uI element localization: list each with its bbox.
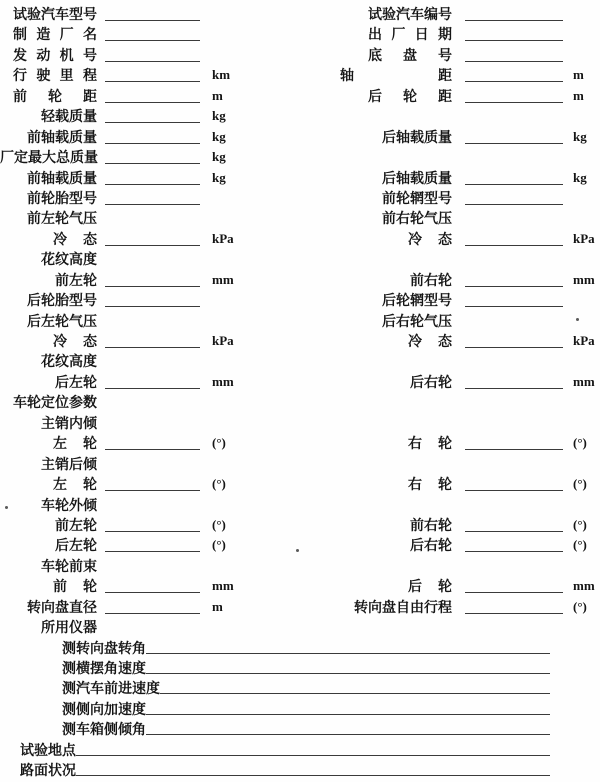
blank-fill-line — [105, 290, 200, 307]
form-row — [0, 331, 600, 351]
blank-fill-line — [465, 576, 563, 593]
blank-fill-line — [105, 576, 200, 593]
form-row — [0, 106, 600, 126]
blank-fill-line — [105, 188, 200, 205]
blank-fill-line — [465, 372, 563, 389]
unit-label: kg — [212, 169, 226, 185]
form-row-left-half — [0, 4, 300, 24]
blank-fill-line — [105, 270, 200, 287]
field-label: 后右轮 — [410, 537, 452, 554]
form-row-right-half — [300, 474, 600, 494]
field-label-text: 右轮 — [408, 435, 452, 452]
unit-label: kg — [573, 128, 587, 144]
blank-fill-line — [465, 270, 563, 287]
form-row-right-half — [300, 331, 600, 351]
field-label-text: 后轮 — [408, 578, 452, 595]
field-label-text: 轴距 — [340, 67, 452, 84]
blank-fill-line — [105, 127, 200, 144]
form-row-right-half — [300, 372, 600, 392]
field-label-text: 后轮距 — [368, 87, 452, 104]
blank-fill-line — [105, 147, 200, 164]
blank-fill-line — [105, 168, 200, 185]
form-row-left-half — [0, 576, 300, 596]
form-row-left-half — [0, 351, 300, 371]
blank-fill-line — [465, 433, 563, 450]
form-row — [0, 638, 600, 658]
field-label: 转向盘自由行程 — [354, 598, 452, 615]
field-label — [300, 576, 455, 596]
unit-label: kg — [212, 128, 226, 144]
form-row-left-half — [0, 433, 300, 453]
form-row-right-half — [300, 86, 600, 106]
form-row-right-half — [300, 515, 600, 535]
blank-fill-line — [105, 331, 200, 348]
form-row-left-half — [0, 127, 300, 147]
form-row — [0, 392, 600, 412]
form-row-left-half — [0, 249, 300, 269]
field-label: 前左轮 — [55, 271, 97, 288]
scan-artifact-dot — [296, 549, 299, 552]
field-label — [300, 331, 455, 351]
form-row-left-half — [0, 535, 300, 555]
field-label — [0, 576, 100, 596]
field-label — [300, 45, 455, 65]
blank-fill-line — [105, 597, 200, 614]
unit-label: kPa — [573, 333, 595, 348]
section-label: 前左轮气压 — [27, 210, 97, 227]
unit-label: (°) — [573, 516, 587, 532]
form-row — [0, 658, 600, 678]
blank-fill-line — [465, 331, 563, 348]
form-row-right-half — [300, 229, 600, 249]
form-row — [0, 454, 600, 474]
field-label-text: 左轮 — [53, 435, 97, 452]
form-row-left-half — [0, 495, 300, 515]
unit-label: mm — [573, 271, 595, 287]
field-label — [300, 65, 455, 85]
blank-fill-line — [465, 65, 563, 82]
form-row-right-half — [300, 617, 600, 637]
unit-label: kPa — [212, 230, 234, 246]
form-row-left-half — [0, 188, 300, 208]
form-row-right-half — [300, 65, 600, 85]
field-label: 前左轮 — [55, 516, 97, 533]
section-label: 后右轮气压 — [382, 312, 452, 329]
field-label — [0, 433, 100, 453]
form-row — [0, 678, 600, 698]
form-row — [0, 311, 600, 331]
form-row-right-half — [300, 127, 600, 147]
form-row — [0, 719, 600, 739]
blank-fill-line — [465, 45, 563, 62]
blank-fill-line — [465, 515, 563, 532]
form-row-left-half — [0, 454, 300, 474]
form-body — [0, 4, 600, 781]
unit-label: mm — [573, 578, 595, 594]
field-label: 后轴载质量 — [382, 128, 452, 145]
form-row — [0, 290, 600, 310]
blank-fill-line — [76, 760, 550, 776]
blank-fill-line — [105, 45, 200, 62]
section-label: 主销后倾 — [41, 455, 97, 472]
section-label: 所用仪器 — [41, 619, 97, 636]
field-label: 前轮胎型号 — [27, 189, 97, 206]
blank-fill-line — [146, 638, 550, 654]
field-label-text: 冷态 — [53, 333, 97, 349]
form-row-right-half — [300, 392, 600, 412]
blank-fill-line — [465, 168, 563, 185]
blank-fill-line — [105, 24, 200, 41]
field-label-text: 前轮 — [53, 578, 97, 595]
form-row-right-half — [300, 4, 600, 24]
form-row-right-half — [300, 495, 600, 515]
unit-label: mm — [212, 373, 234, 389]
blank-fill-line — [465, 86, 563, 103]
blank-fill-line — [465, 290, 563, 307]
unit-label: m — [212, 87, 223, 103]
blank-fill-line — [465, 474, 563, 491]
unit-label: m — [573, 67, 584, 83]
unit-label: (°) — [212, 435, 226, 451]
unit-label: (°) — [573, 435, 587, 451]
field-label — [0, 86, 100, 106]
field-label-text: 前轮距 — [13, 87, 97, 104]
field-label: 后轮辋型号 — [382, 292, 452, 309]
form-row-right-half — [300, 413, 600, 433]
blank-fill-line — [146, 658, 550, 674]
field-label: 前右轮 — [410, 271, 452, 288]
field-label-text: 冷态 — [408, 230, 452, 247]
form-row-left-half — [0, 45, 300, 65]
field-label: 路面状况 — [20, 762, 76, 779]
blank-fill-line — [465, 4, 563, 21]
blank-fill-line — [105, 106, 200, 123]
unit-label: kg — [212, 149, 226, 165]
field-label: 前轴载质量 — [27, 128, 97, 145]
form-row — [0, 515, 600, 535]
unit-label: m — [573, 87, 584, 103]
field-label: 测车箱侧倾角 — [62, 721, 146, 738]
unit-label: kg — [212, 108, 226, 124]
field-label-text: 发动机号 — [13, 46, 97, 63]
field-label: 前右轮 — [410, 516, 452, 533]
scan-artifact-dot — [576, 318, 579, 321]
form-row — [0, 270, 600, 290]
field-label-text: 出厂日期 — [368, 26, 452, 43]
field-label: 测侧向加速度 — [62, 700, 146, 717]
form-row — [0, 699, 600, 719]
form-row — [0, 597, 600, 617]
form-row-left-half — [0, 65, 300, 85]
section-label: 车轮前束 — [41, 557, 97, 574]
form-row-right-half — [300, 311, 600, 331]
blank-fill-line — [105, 372, 200, 389]
field-label-text: 制造厂名 — [13, 26, 97, 43]
form-row-left-half — [0, 617, 300, 637]
field-label: 测转向盘转角 — [62, 639, 146, 656]
form-row — [0, 617, 600, 637]
blank-fill-line — [105, 535, 200, 552]
field-label: 前轴载质量 — [27, 169, 97, 186]
form-row — [0, 413, 600, 433]
blank-fill-line — [465, 188, 563, 205]
form-row-left-half — [0, 392, 300, 412]
field-label — [300, 24, 455, 44]
section-label: 后左轮气压 — [27, 312, 97, 329]
field-label: 轻载质量 — [41, 108, 97, 125]
form-row-right-half — [300, 188, 600, 208]
section-label: 车轮定位参数 — [13, 394, 97, 411]
form-row-right-half — [300, 597, 600, 617]
form-row-left-half — [0, 331, 300, 351]
form-row-right-half — [300, 249, 600, 269]
field-label: 试验汽车型号 — [13, 6, 97, 22]
form-row-right-half — [300, 535, 600, 555]
unit-label: m — [212, 598, 223, 614]
unit-label: (°) — [212, 516, 226, 532]
field-label: 后轴载质量 — [382, 169, 452, 186]
field-label: 试验地点 — [20, 741, 76, 758]
form-row-right-half — [300, 454, 600, 474]
unit-label: (°) — [212, 476, 226, 492]
unit-label: km — [212, 67, 231, 83]
form-row-left-half — [0, 168, 300, 188]
blank-fill-line — [465, 229, 563, 246]
unit-label: mm — [212, 271, 234, 287]
field-label — [300, 433, 455, 453]
section-label: 花纹高度 — [41, 251, 97, 268]
form-row-left-half — [0, 290, 300, 310]
field-label: 后轮胎型号 — [27, 292, 97, 309]
form-row-right-half — [300, 270, 600, 290]
blank-fill-line — [105, 433, 200, 450]
field-label-text: 冷态 — [408, 333, 452, 349]
form-row — [0, 372, 600, 392]
field-label: 后左轮 — [55, 537, 97, 554]
field-label: 试验汽车编号 — [368, 6, 452, 22]
form-row-left-half — [0, 270, 300, 290]
field-label: 后右轮 — [410, 373, 452, 390]
unit-label: kPa — [212, 333, 234, 348]
blank-fill-line — [105, 86, 200, 103]
form-row-right-half — [300, 290, 600, 310]
field-label — [300, 474, 455, 494]
form-row-right-half — [300, 351, 600, 371]
form-row-left-half — [0, 24, 300, 44]
form-row-right-half — [300, 106, 600, 126]
unit-label: mm — [212, 578, 234, 594]
form-row — [0, 4, 600, 24]
field-label-text: 右轮 — [408, 476, 452, 493]
field-label — [300, 229, 455, 249]
unit-label: kg — [573, 169, 587, 185]
form-row — [0, 168, 600, 188]
form-row-left-half — [0, 229, 300, 249]
form-row-left-half — [0, 311, 300, 331]
field-label — [0, 65, 100, 85]
form-row-right-half — [300, 576, 600, 596]
form-row — [0, 127, 600, 147]
field-label — [0, 474, 100, 494]
field-label: 前轮辋型号 — [382, 189, 452, 206]
form-row — [0, 556, 600, 576]
field-label — [0, 45, 100, 65]
blank-fill-line — [146, 699, 550, 715]
scan-artifact-dot — [5, 506, 8, 509]
field-label — [0, 331, 100, 351]
form-row-left-half — [0, 372, 300, 392]
form-row-left-half — [0, 413, 300, 433]
form-row-left-half — [0, 147, 300, 167]
blank-fill-line — [160, 678, 550, 694]
form-row — [0, 474, 600, 494]
form-row — [0, 45, 600, 65]
blank-fill-line — [465, 24, 563, 41]
blank-fill-line — [105, 229, 200, 246]
blank-fill-line — [76, 740, 550, 756]
form-row-left-half — [0, 597, 300, 617]
form-row-left-half — [0, 515, 300, 535]
blank-fill-line — [105, 474, 200, 491]
form-row — [0, 188, 600, 208]
unit-label: (°) — [573, 476, 587, 492]
field-label-text: 行驶里程 — [13, 67, 97, 84]
unit-label: (°) — [212, 537, 226, 553]
field-label-text: 左轮 — [53, 476, 97, 493]
form-row — [0, 249, 600, 269]
form-row — [0, 229, 600, 249]
unit-label: (°) — [573, 598, 587, 614]
form-row — [0, 24, 600, 44]
form-row-left-half — [0, 474, 300, 494]
form-row — [0, 495, 600, 515]
form-row — [0, 576, 600, 596]
form-row — [0, 760, 600, 780]
blank-fill-line — [465, 597, 563, 614]
form-row — [0, 86, 600, 106]
form-row-right-half — [300, 168, 600, 188]
form-row — [0, 208, 600, 228]
form-row-right-half — [300, 433, 600, 453]
section-label: 车轮外倾 — [41, 496, 97, 513]
form-row — [0, 535, 600, 555]
field-label — [0, 24, 100, 44]
form-row-left-half — [0, 86, 300, 106]
form-row-right-half — [300, 24, 600, 44]
form-row-left-half — [0, 208, 300, 228]
section-label: 前右轮气压 — [382, 210, 452, 227]
field-label — [300, 86, 455, 106]
form-row-right-half — [300, 45, 600, 65]
blank-fill-line — [105, 65, 200, 82]
unit-label: kPa — [573, 230, 595, 246]
field-label-text: 冷态 — [53, 230, 97, 247]
field-label — [0, 229, 100, 249]
form-row-left-half — [0, 106, 300, 126]
field-label: 测横摆角速度 — [62, 660, 146, 676]
form-row — [0, 433, 600, 453]
form-row — [0, 740, 600, 760]
unit-label: (°) — [573, 537, 587, 553]
blank-fill-line — [146, 719, 550, 735]
form-row — [0, 147, 600, 167]
form-row-left-half — [0, 556, 300, 576]
field-label-text: 底盘号 — [368, 46, 452, 63]
form-row — [0, 351, 600, 371]
field-label: 后左轮 — [55, 373, 97, 390]
form-row — [0, 65, 600, 85]
blank-fill-line — [465, 535, 563, 552]
field-label: 转向盘直径 — [27, 598, 97, 615]
blank-fill-line — [105, 515, 200, 532]
field-label: 厂定最大总质量 — [0, 149, 98, 166]
form-row-right-half — [300, 208, 600, 228]
blank-fill-line — [465, 127, 563, 144]
form-row-right-half — [300, 147, 600, 167]
unit-label: mm — [573, 373, 595, 389]
field-label: 测汽车前进速度 — [62, 680, 160, 697]
blank-fill-line — [105, 4, 200, 21]
form-row-right-half — [300, 556, 600, 576]
section-label: 主销内倾 — [41, 414, 97, 431]
section-label: 花纹高度 — [41, 353, 97, 370]
